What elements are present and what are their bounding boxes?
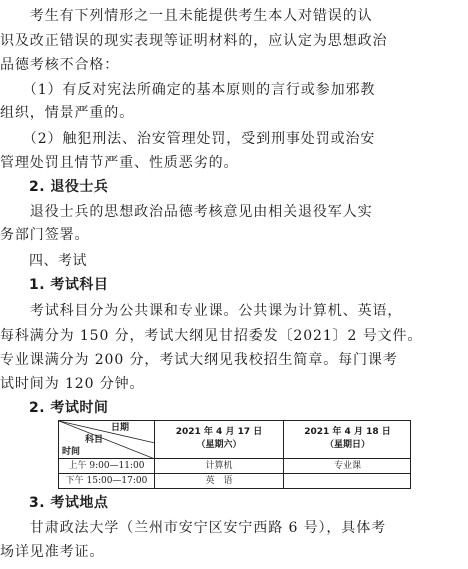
exam-schedule-table [58, 420, 411, 489]
table-header-col2-weekday: （星期日） [324, 440, 370, 450]
paragraph-line: 场详见准考证。 [0, 544, 105, 560]
paragraph-line: 品德考核不合格： [0, 57, 120, 73]
table-row1-col1: 计算机 [205, 461, 233, 471]
table-corner-subject: 科目 [85, 435, 104, 445]
table-header-col2-date: 2021 年 4 月 18 日 [304, 427, 391, 437]
section-heading-place: 3. 考试地点 [0, 495, 109, 511]
paragraph-line: 退役士兵的思想政治品德考核意见由相关退役军人实 [0, 204, 373, 220]
paragraph-line: 每科满分为 150 分，考试大纲见甘招委发〔2021〕2 号文件。 [0, 328, 423, 344]
paragraph-line: 考试科目分为公共课和专业课。公共课为计算机、英语， [0, 303, 403, 319]
table-row1-time: 上午 9:00—11:00 [68, 461, 145, 471]
paragraph-line: 试时间为 120 分钟。 [0, 376, 145, 392]
paragraph-line: 考生有下列情形之一且未能提供考生本人对错误的认 [0, 8, 373, 24]
paragraph-line: （2）触犯刑法、治安管理处罚，受到刑事处罚或治安 [0, 131, 376, 147]
table-corner-time: 时间 [62, 447, 81, 457]
section-heading-veteran: 2. 退役士兵 [0, 179, 109, 195]
table-header-col1-date: 2021 年 4 月 17 日 [175, 427, 263, 437]
paragraph-line: （1）有反对宪法所确定的基本原则的言行或参加邪教 [0, 82, 376, 98]
paragraph-line: 管理处罚且情节严重、性质恶劣的。 [0, 155, 239, 171]
section-heading-subjects: 1. 考试科目 [0, 277, 109, 293]
table-header-col1-weekday: （星期六） [196, 440, 242, 450]
paragraph-line: 组织，情景严重的。 [0, 105, 135, 121]
table-row1-col2: 专业课 [333, 461, 361, 471]
section-heading-exam: 四、考试 [0, 253, 87, 269]
section-heading-time: 2. 考试时间 [0, 400, 109, 416]
paragraph-line: 专业课满分为 200 分，考试大纲见我校招生简章。每门课考 [0, 352, 398, 368]
paragraph-line: 识及改正错误的现实表现等证明材料的，应认定为思想政治 [0, 33, 388, 49]
table-row2-col1: 英 语 [205, 476, 233, 486]
table-row2-time: 下午 15:00—17:00 [65, 476, 148, 486]
paragraph-line: 务部门签署。 [0, 227, 90, 243]
table-corner-date: 日期 [111, 423, 130, 433]
paragraph-line: 甘肃政法大学（兰州市安宁区安宁西路 6 号），具体考 [0, 520, 387, 536]
